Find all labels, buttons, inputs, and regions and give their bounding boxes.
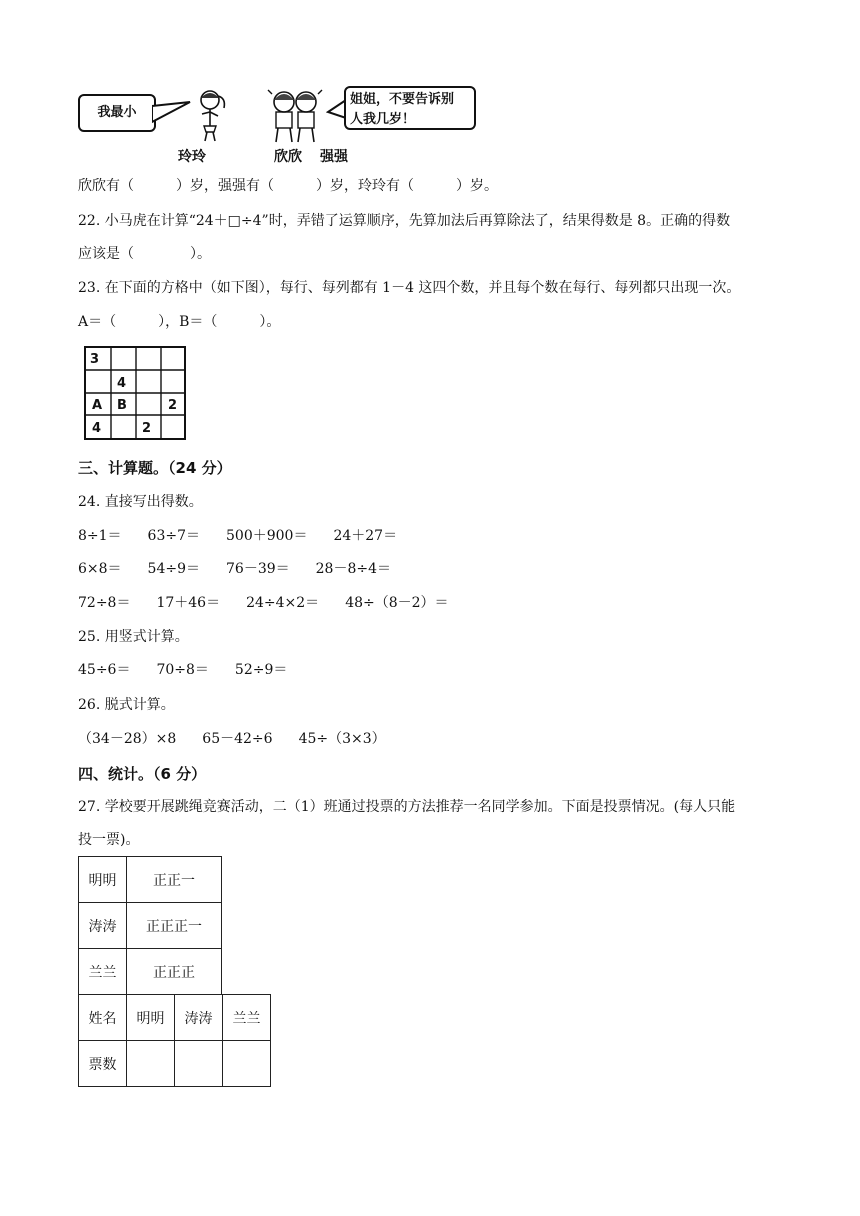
q27-line2: 投一票)。 (78, 832, 140, 848)
speech-bubble-right (344, 86, 476, 130)
section4-title: 四、统计。（6 分） (78, 765, 207, 783)
q25-item: 70÷8＝ (156, 662, 209, 678)
count-header-name: 兰兰 (223, 995, 271, 1041)
q25-item: 52÷9＝ (234, 662, 288, 678)
vote-count-table (78, 994, 271, 1087)
q24-item: 6×8＝ (78, 561, 122, 577)
q26-title: 26. 脱式计算。 (78, 697, 175, 713)
tally-name: 明明 (79, 857, 127, 903)
grid-cell-r3c1: A (92, 398, 103, 413)
grid-cell-r1c1: 3 (90, 352, 100, 367)
q26-row (78, 729, 412, 749)
vote-count-cell (175, 1041, 223, 1087)
table-row (79, 949, 222, 995)
bubble-right-line2: 人我几岁！ (350, 112, 416, 127)
tally-table (78, 856, 222, 995)
tally-name: 兰兰 (79, 949, 127, 995)
q24-item: 63÷7＝ (147, 528, 200, 544)
children-xinxin-qiangqiang-icon (264, 88, 328, 144)
illustration (78, 86, 488, 166)
q24-row-1 (78, 526, 423, 546)
count-header-label: 姓名 (79, 995, 127, 1041)
q26-item: 65－42÷6 (202, 731, 273, 747)
table-row (79, 995, 271, 1041)
vote-count-cell (223, 1041, 271, 1087)
q26-item: 45÷（3×3） (298, 731, 386, 747)
q24-item: 28－8÷4＝ (315, 561, 391, 577)
q24-item: 54÷9＝ (147, 561, 200, 577)
tally-marks: 正正一 (127, 857, 222, 903)
table-row (79, 903, 222, 949)
q24-row-2 (78, 559, 417, 579)
vote-count-cell (127, 1041, 175, 1087)
label-qiangqiang: 强强 (320, 149, 348, 165)
q24-item: 8÷1＝ (78, 528, 122, 544)
tally-marks: 正正正 (127, 949, 222, 995)
q23-line2: A＝（ ），B＝（ ）。 (78, 314, 281, 330)
grid-cell-r4c3: 2 (142, 421, 152, 436)
q24-item: 72÷8＝ (78, 595, 131, 611)
bubble-left-text: 我最小 (97, 105, 137, 120)
grid-cell-r3c4: 2 (168, 398, 178, 413)
count-header-name: 涛涛 (175, 995, 223, 1041)
table-row (79, 1041, 271, 1087)
q26-item: （34－28）×8 (78, 731, 177, 747)
q25-item: 45÷6＝ (78, 662, 131, 678)
q22-line1: 22. 小马虎在计算“24＋□÷4”时，弄错了运算顺序，先算加法后再算除法了，结果得数是 8。正确的得数 (78, 213, 731, 229)
bubble-right-line1: 姐姐，不要告诉别 (350, 92, 455, 107)
section3-title: 三、计算题。（24 分） (78, 459, 232, 477)
grid-cell-r3c2: B (117, 398, 127, 413)
q22-line2: 应该是（ ）。 (78, 246, 211, 262)
q21-answer-line: 欣欣有（ ）岁，强强有（ ）岁，玲玲有（ ）岁。 (78, 178, 498, 194)
q27-line1: 27. 学校要开展跳绳竞赛活动，二（1）班通过投票的方法推荐一名同学参加。下面是投票情况。(每人只能 (78, 799, 736, 815)
q24-row-3 (78, 593, 475, 613)
tally-name: 涛涛 (79, 903, 127, 949)
votes-label: 票数 (79, 1041, 127, 1087)
q24-item: 24÷4×2＝ (246, 595, 320, 611)
q24-title: 24. 直接写出得数。 (78, 494, 203, 510)
q24-item: 24＋27＝ (333, 528, 398, 544)
q24-item: 76－39＝ (226, 561, 290, 577)
bubble-tail-left-icon (152, 100, 192, 130)
grid-cell-r4c1: 4 (92, 421, 102, 436)
speech-bubble-left (78, 94, 156, 132)
q24-item: 17＋46＝ (156, 595, 221, 611)
label-xinxin: 欣欣 (274, 149, 302, 165)
q23-line1: 23. 在下面的方格中（如下图），每行、每列都有 1－4 这四个数，并且每个数在每行、每列都只出现一次。 (78, 280, 741, 296)
q24-item: 48÷（8－2）＝ (345, 595, 449, 611)
label-linling: 玲玲 (178, 149, 206, 165)
q25-title: 25. 用竖式计算。 (78, 629, 189, 645)
tally-marks: 正正正一 (127, 903, 222, 949)
count-header-name: 明明 (127, 995, 175, 1041)
number-grid (84, 346, 186, 440)
q25-row (78, 660, 313, 680)
girl-linling-icon (190, 88, 230, 142)
grid-cell-r2c2: 4 (117, 376, 127, 391)
q24-item: 500＋900＝ (226, 528, 308, 544)
table-row (79, 857, 222, 903)
